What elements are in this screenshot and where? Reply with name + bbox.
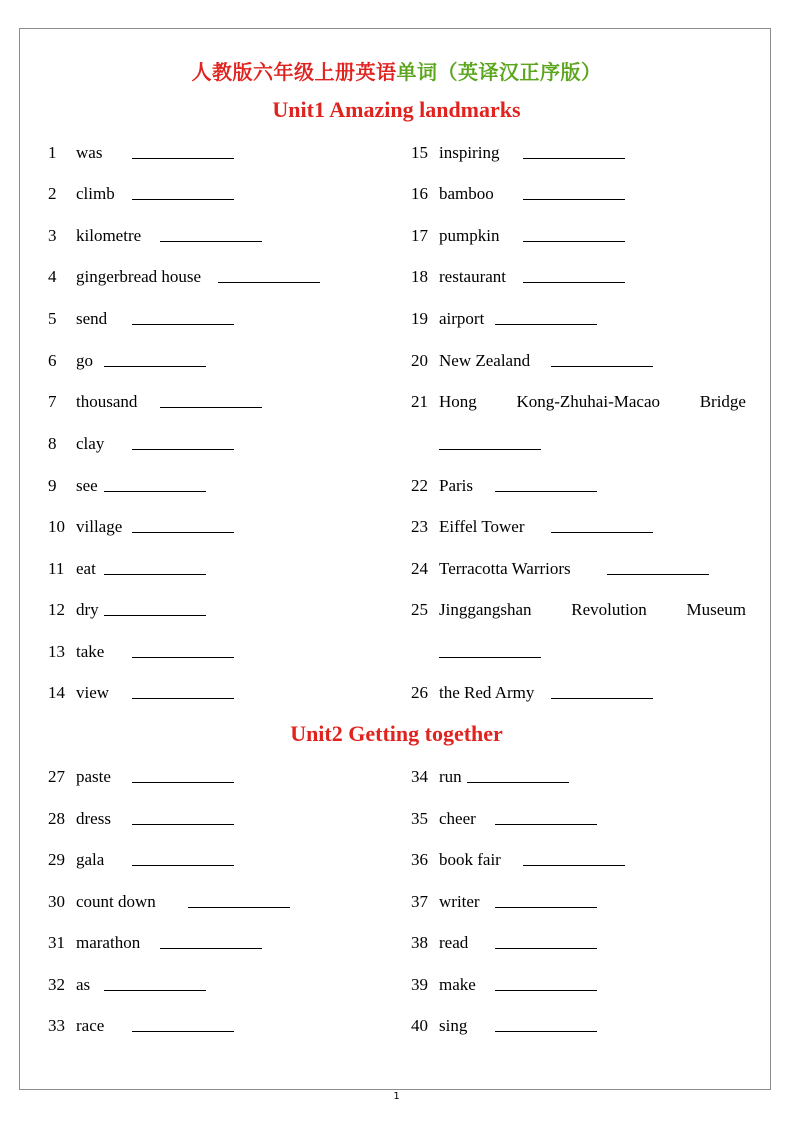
entry-number: 8 — [48, 434, 57, 453]
entry-word: was — [76, 143, 103, 162]
entry-word: airport — [439, 309, 485, 328]
entry-word: the Red Army — [439, 683, 535, 702]
entry-number: 27 — [48, 767, 65, 786]
entry-word: New Zealand — [439, 351, 531, 370]
entry-number: 33 — [48, 1016, 65, 1035]
entry-number: 7 — [48, 392, 57, 411]
answer-blank[interactable] — [160, 948, 262, 949]
answer-blank[interactable] — [132, 865, 234, 866]
answer-blank[interactable] — [188, 907, 290, 908]
entry-word: Paris — [439, 476, 473, 495]
answer-blank[interactable] — [523, 282, 625, 283]
entry-word: paste — [76, 767, 111, 786]
entry-number: 25 — [411, 600, 428, 619]
answer-blank[interactable] — [523, 241, 625, 242]
answer-blank[interactable] — [132, 449, 234, 450]
entry-word-part: Kong-Zhuhai-Macao — [516, 392, 660, 411]
entry-number: 35 — [411, 809, 428, 828]
entry-word: inspiring — [439, 143, 500, 162]
entry-word: race — [76, 1016, 105, 1035]
answer-blank[interactable] — [551, 698, 653, 699]
entry-word-part: Hong — [439, 392, 477, 411]
entry-number: 26 — [411, 683, 428, 702]
entry-number: 10 — [48, 517, 65, 536]
title-red-part: 人教版六年级上册英语 — [191, 60, 397, 84]
answer-blank[interactable] — [160, 407, 262, 408]
answer-blank[interactable] — [607, 574, 709, 575]
answer-blank[interactable] — [132, 532, 234, 533]
entry-word-part: Museum — [686, 600, 746, 619]
title-green-part: 单词（英译汉正序版） — [396, 60, 602, 84]
answer-blank[interactable] — [467, 782, 569, 783]
entry-word: make — [439, 975, 476, 994]
answer-blank[interactable] — [551, 532, 653, 533]
answer-blank[interactable] — [132, 324, 234, 325]
entry-number: 18 — [411, 267, 428, 286]
answer-blank[interactable] — [495, 1031, 597, 1032]
entry-word: read — [439, 933, 469, 952]
entry-number: 20 — [411, 351, 428, 370]
entry-number: 14 — [48, 683, 65, 702]
entry-number: 23 — [411, 517, 428, 536]
entry-number: 28 — [48, 809, 65, 828]
entry-number: 19 — [411, 309, 428, 328]
entry-word: run — [439, 767, 462, 786]
entry-number: 16 — [411, 184, 428, 203]
answer-blank[interactable] — [439, 449, 541, 450]
answer-blank[interactable] — [132, 782, 234, 783]
entry-word: take — [76, 642, 105, 661]
answer-blank[interactable] — [495, 324, 597, 325]
entry-number: 38 — [411, 933, 428, 952]
answer-blank[interactable] — [160, 241, 262, 242]
answer-blank[interactable] — [104, 491, 206, 492]
entry-word: climb — [76, 184, 115, 203]
entry-number: 32 — [48, 975, 65, 994]
entry-word — [439, 598, 746, 622]
answer-blank[interactable] — [132, 698, 234, 699]
entry-word: view — [76, 683, 110, 702]
page-number: 1 — [393, 1091, 400, 1102]
answer-blank[interactable] — [495, 824, 597, 825]
entry-number: 40 — [411, 1016, 428, 1035]
entry-number: 1 — [48, 143, 57, 162]
entry-word: restaurant — [439, 267, 507, 286]
entry-number: 5 — [48, 309, 57, 328]
entry-number: 9 — [48, 476, 57, 495]
answer-blank[interactable] — [132, 824, 234, 825]
answer-blank[interactable] — [495, 491, 597, 492]
entry-word: Terracotta Warriors — [439, 559, 571, 578]
answer-blank[interactable] — [132, 199, 234, 200]
entry-word — [439, 390, 746, 414]
unit1-heading: Unit1 Amazing landmarks — [272, 97, 521, 122]
entry-number: 36 — [411, 850, 428, 869]
entry-number: 39 — [411, 975, 428, 994]
entry-word-part: Bridge — [699, 392, 746, 411]
answer-blank[interactable] — [439, 657, 541, 658]
entry-word: marathon — [76, 933, 141, 952]
answer-blank[interactable] — [523, 865, 625, 866]
entry-number: 22 — [411, 476, 428, 495]
entry-number: 4 — [48, 267, 57, 286]
entry-word: count down — [76, 892, 156, 911]
answer-blank[interactable] — [495, 948, 597, 949]
entry-number: 11 — [48, 559, 65, 578]
entry-number: 31 — [48, 933, 65, 952]
entry-word: kilometre — [76, 226, 142, 245]
entry-number: 6 — [48, 351, 57, 370]
entry-number: 3 — [48, 226, 57, 245]
entry-word: Eiffel Tower — [439, 517, 525, 536]
entry-word: clay — [76, 434, 105, 453]
answer-blank[interactable] — [495, 907, 597, 908]
answer-blank[interactable] — [132, 657, 234, 658]
entry-number: 29 — [48, 850, 65, 869]
entry-number: 17 — [411, 226, 428, 245]
answer-blank[interactable] — [104, 615, 206, 616]
answer-blank[interactable] — [132, 158, 234, 159]
answer-blank[interactable] — [218, 282, 320, 283]
entry-word: send — [76, 309, 108, 328]
unit2-heading: Unit2 Getting together — [290, 721, 503, 746]
entry-word: as — [76, 975, 91, 994]
entry-word: writer — [439, 892, 480, 911]
entry-word-part: Revolution — [571, 600, 647, 619]
answer-blank[interactable] — [523, 158, 625, 159]
entry-number: 12 — [48, 600, 65, 619]
entry-word: pumpkin — [439, 226, 500, 245]
entry-number: 34 — [411, 767, 428, 786]
entry-word: gingerbread house — [76, 267, 202, 286]
entry-word: bamboo — [439, 184, 494, 203]
entry-number: 30 — [48, 892, 65, 911]
answer-blank[interactable] — [551, 366, 653, 367]
answer-blank[interactable] — [104, 574, 206, 575]
entry-number: 21 — [411, 392, 428, 411]
entry-number: 37 — [411, 892, 428, 911]
answer-blank[interactable] — [495, 990, 597, 991]
entry-number: 24 — [411, 559, 428, 578]
entry-word: dress — [76, 809, 111, 828]
page-title — [0, 56, 793, 85]
entry-word: see — [76, 476, 98, 495]
answer-blank[interactable] — [104, 366, 206, 367]
entry-number: 15 — [411, 143, 428, 162]
entry-word: dry — [76, 600, 99, 619]
entry-word: book fair — [439, 850, 501, 869]
answer-blank[interactable] — [132, 1031, 234, 1032]
entry-word: sing — [439, 1016, 468, 1035]
entry-number: 2 — [48, 184, 57, 203]
entry-number: 13 — [48, 642, 65, 661]
entry-word: thousand — [76, 392, 138, 411]
answer-blank[interactable] — [104, 990, 206, 991]
entry-word: go — [76, 351, 93, 370]
entry-word-part: Jinggangshan — [439, 600, 532, 619]
entry-word: cheer — [439, 809, 476, 828]
entry-word: village — [76, 517, 123, 536]
entry-word: gala — [76, 850, 105, 869]
entry-word: eat — [76, 559, 96, 578]
answer-blank[interactable] — [523, 199, 625, 200]
